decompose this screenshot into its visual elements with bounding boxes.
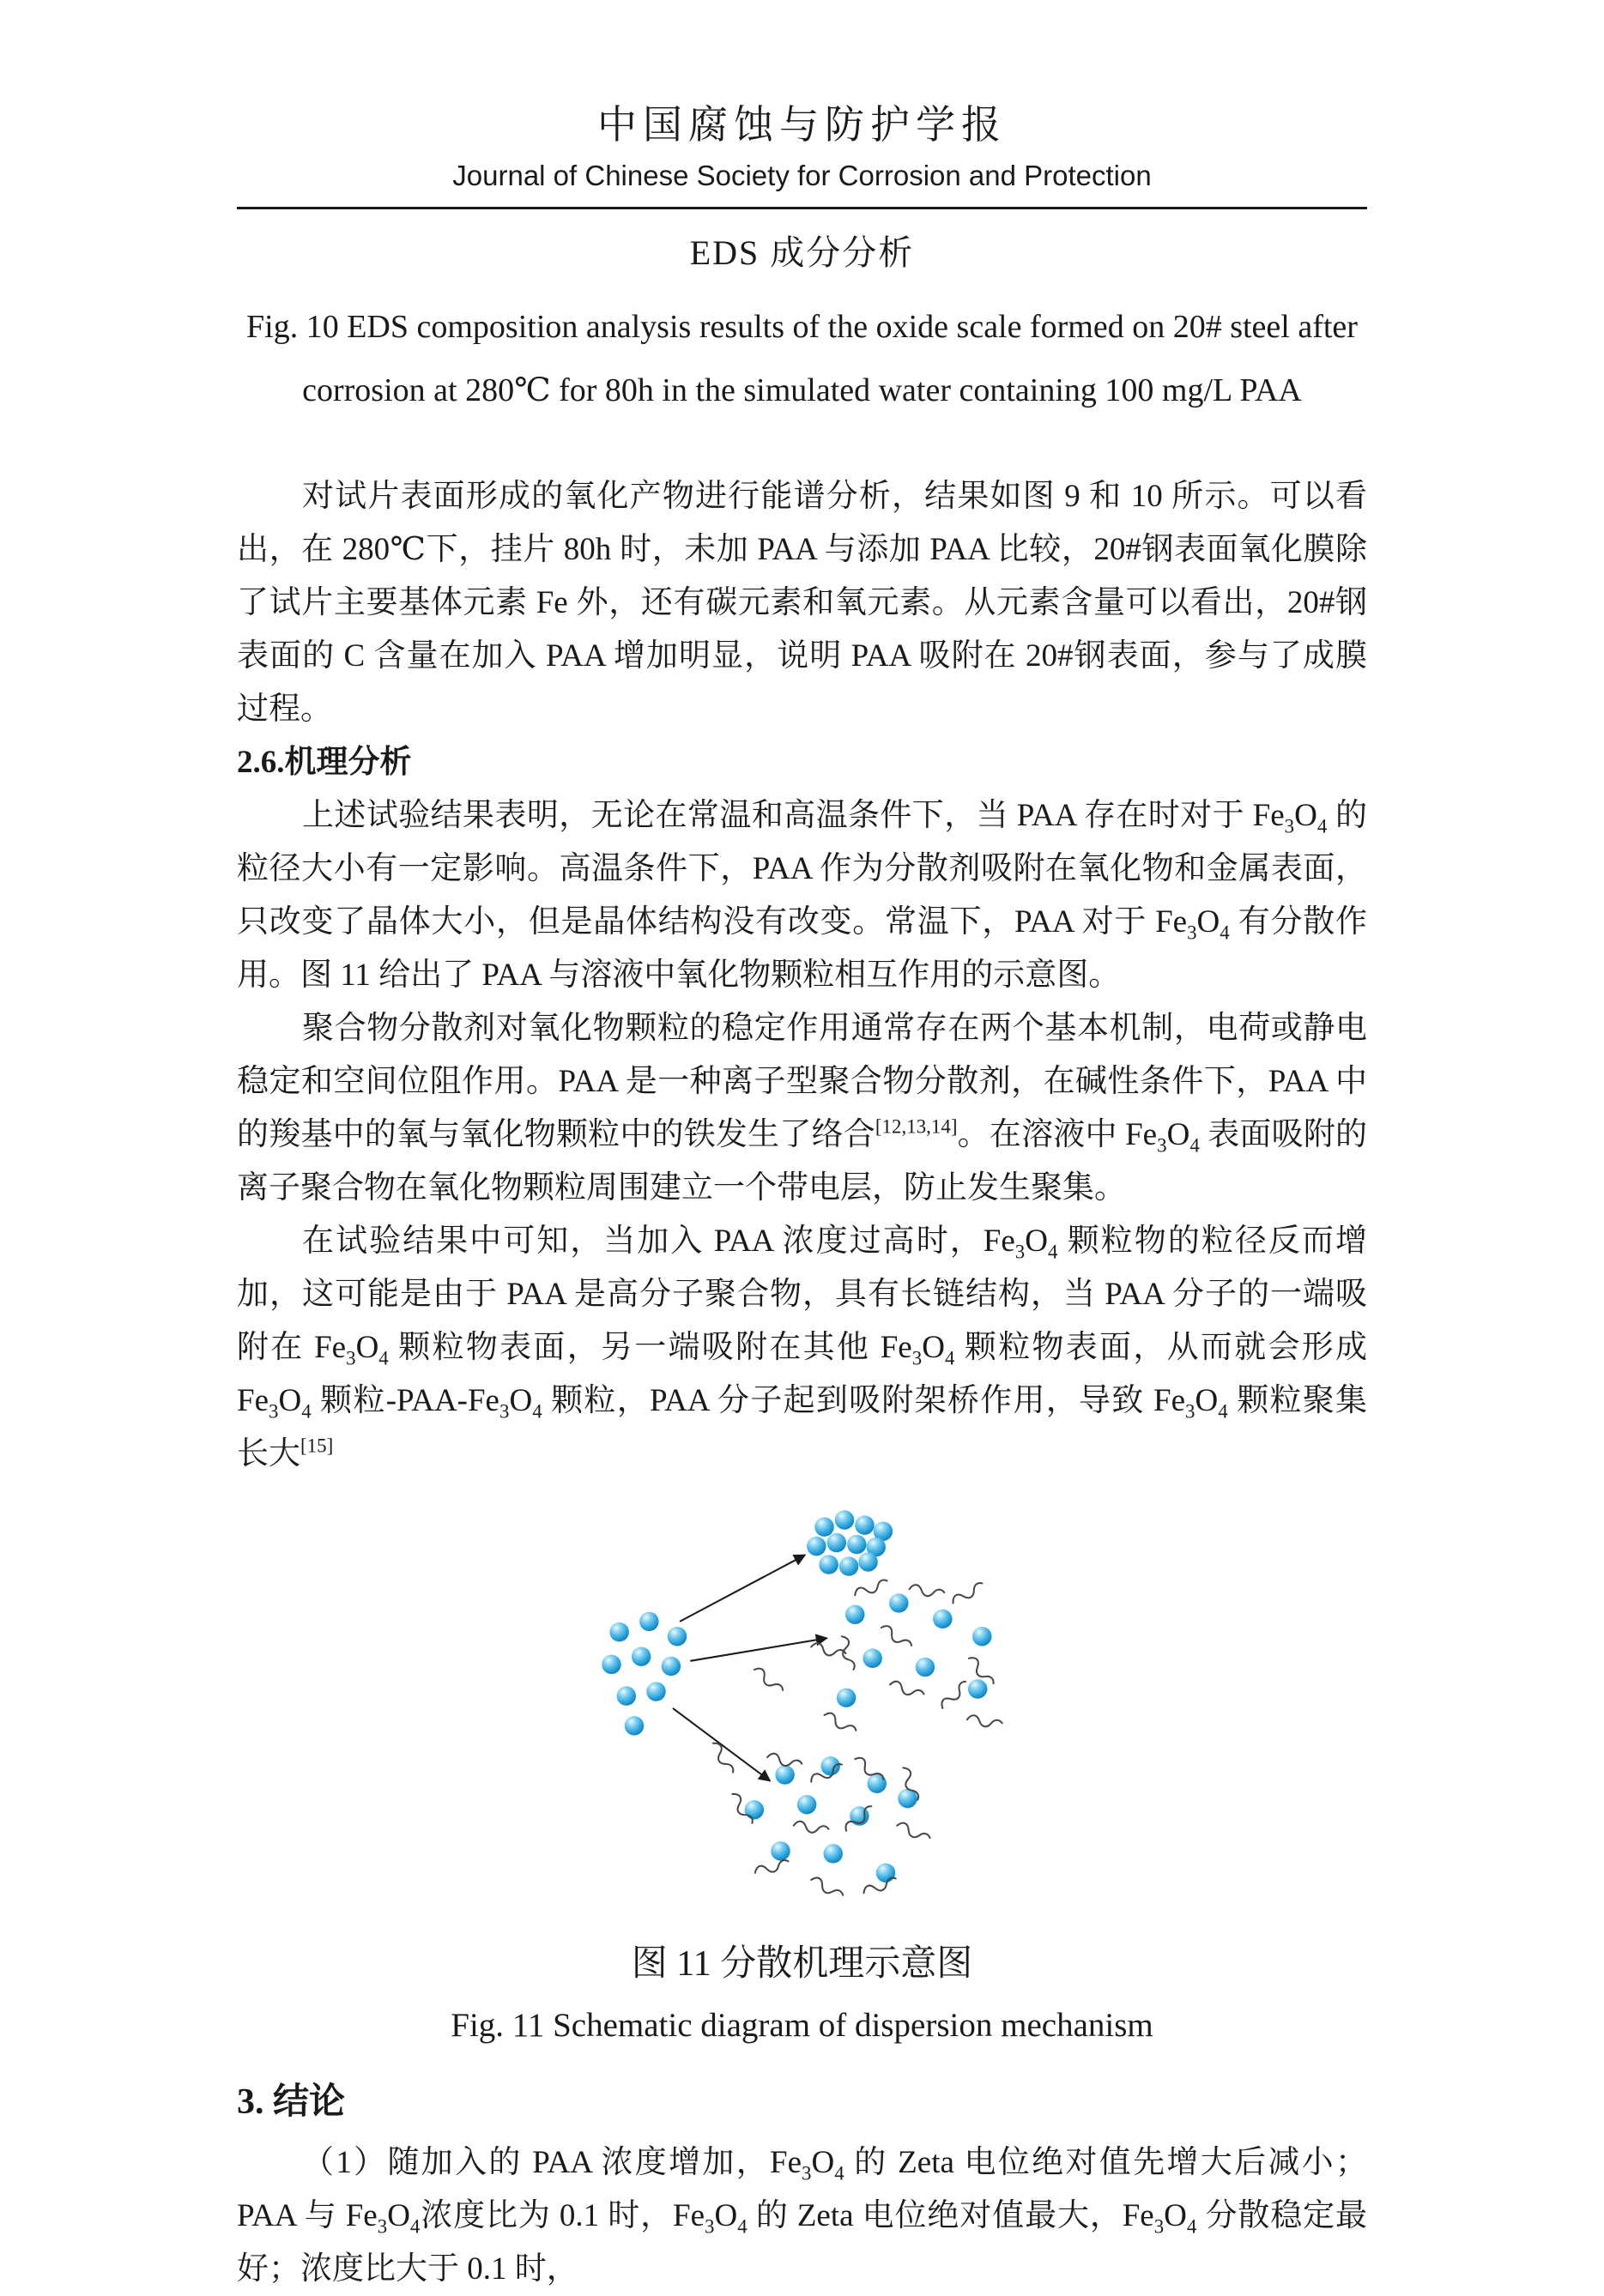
paragraph-mechanism-1: 上述试验结果表明，无论在常温和高温条件下，当 PAA 存在时对于 $Fe_3O_4$ 的粒径大小有一定影响。高温条件下，PAA 作为分散剂吸附在氧化物和金属表面，只改变了晶体大小，但是晶体结构没有改变。常温下，PAA 对于 $Fe_3O_4$ 有分散作用。图 11 给出了 PAA 与溶液中氧化物颗粒相互作用的示意图。 bbox=[237, 797, 1367, 993]
body-text bbox=[237, 470, 1367, 1481]
polymer-chain bbox=[966, 1714, 1002, 1730]
polymer-chain bbox=[879, 1623, 913, 1651]
journal-header bbox=[237, 101, 1367, 209]
particle bbox=[823, 1844, 842, 1863]
particle bbox=[661, 1656, 680, 1675]
fig10-caption-line2: corrosion at 280℃ for 80h in the simulated water containing 100 mg/L PAA bbox=[302, 372, 1302, 408]
particle bbox=[845, 1604, 864, 1623]
polymer-chain bbox=[853, 1578, 889, 1598]
particle bbox=[838, 1556, 857, 1575]
particle bbox=[616, 1686, 635, 1705]
particle bbox=[602, 1654, 620, 1673]
particle bbox=[855, 1515, 874, 1534]
polymer-chain bbox=[950, 1580, 985, 1606]
particle bbox=[972, 1627, 991, 1646]
particle bbox=[639, 1611, 658, 1630]
paragraph-eds-analysis: 对试片表面形成的氧化产物进行能谱分析，结果如图 9 和 10 所示。可以看出，在 280℃下，挂片 80h 时，未加 PAA 与添加 PAA 比较，20#钢表面氧化膜除了试片主要基体元素 Fe 外，还有碳元素和氧元素。从元素含量可以看出，20#钢表面的 C 含量在加入 PAA 增加明显，说明 PAA 吸附在 20#钢表面，参与了成膜过程。 bbox=[237, 478, 1367, 727]
particle bbox=[915, 1658, 934, 1677]
polymer-chain bbox=[895, 1821, 930, 1844]
fig10-section-title: EDS 成分分析 bbox=[689, 233, 915, 272]
particle bbox=[875, 1863, 894, 1882]
particle bbox=[807, 1537, 826, 1556]
polymer-chain bbox=[838, 1634, 856, 1671]
polymer-chain bbox=[810, 1641, 846, 1659]
paragraph-mechanism-3: 在试验结果中可知，当加入 PAA 浓度过高时，$Fe_3O_4$ 颗粒物的粒径反而增加，这可能是由于 PAA 是高分子聚合物，具有长链结构，当 PAA 分子的一端吸附在 $Fe_3O_4$ 颗粒物表面，另一端吸附在其他 $Fe_3O_4$ 颗粒物表面，从而就会形成 $Fe_3O_4$ 颗粒$-PAA-Fe_3O_4$ 颗粒，PAA 分子起到吸附架桥作用，导致 $Fe_3O_4$ 颗粒聚集长大[15] bbox=[237, 1223, 1368, 1471]
particle bbox=[826, 1533, 845, 1552]
heading-conclusion: 3. 结论 bbox=[237, 2082, 346, 2123]
particle bbox=[858, 1552, 877, 1571]
polymer-chain bbox=[793, 1820, 829, 1835]
polymer-chain bbox=[888, 1679, 924, 1700]
dispersed-particles-with-polymer bbox=[752, 1578, 1002, 1736]
particle bbox=[889, 1593, 908, 1612]
particle bbox=[847, 1535, 866, 1554]
aggregated-particle-cluster bbox=[807, 1510, 893, 1576]
particle bbox=[814, 1517, 833, 1536]
particle bbox=[646, 1682, 665, 1701]
particle bbox=[819, 1555, 838, 1574]
dispersion-mechanism-diagram bbox=[592, 1505, 1013, 1917]
particle bbox=[863, 1648, 881, 1667]
arrow-to-bridging bbox=[672, 1708, 769, 1781]
particle bbox=[820, 1756, 839, 1775]
initial-particle-cluster bbox=[602, 1611, 687, 1735]
journal-title-en: Journal of Chinese Society for Corrosion and Protection bbox=[452, 160, 1152, 192]
particle bbox=[667, 1627, 686, 1646]
particle bbox=[771, 1841, 790, 1860]
fig11-caption-en: Fig. 11 Schematic diagram of dispersion mechanism bbox=[451, 2007, 1153, 2045]
fig11-caption-zh: 图 11 分散机理示意图 bbox=[631, 1943, 973, 1984]
polymer-chain bbox=[822, 1710, 857, 1736]
arrow-to-aggregation bbox=[680, 1555, 805, 1622]
particle bbox=[631, 1646, 650, 1665]
paragraph-mechanism-2: 聚合物分散剂对氧化物颗粒的稳定作用通常存在两个基本机制，电荷或静电稳定和空间位阻作用。PAA 是一种离子型聚合物分散剂，在碱性条件下，PAA 中的羧基中的氧与氧化物颗粒中的铁发生了络合[12,13,14]。在溶液中 $Fe_3O_4$ 表面吸附的离子聚合物在氧化物颗粒周围建立一个带电层，防止发生聚集。 bbox=[237, 1010, 1368, 1205]
particle bbox=[967, 1679, 986, 1698]
particle bbox=[624, 1716, 643, 1735]
fig10-caption bbox=[237, 295, 1367, 422]
particle bbox=[836, 1688, 855, 1707]
bridged-particles-with-polymer bbox=[710, 1740, 931, 1900]
heading-mechanism-analysis: 2.6.机理分析 bbox=[237, 744, 412, 780]
paragraph-conclusion-1: （1）随加入的 PAA 浓度增加，$Fe_3O_4$ 的 Zeta 电位绝对值先增大后减小；PAA 与 $Fe_3O_4$浓度比为 0.1 时，$Fe_3O_4$ 的 Zeta 电位绝对值最大，$Fe_3O_4$ 分散稳定最好；浓度比大于 0.1 时， bbox=[237, 2144, 1368, 2287]
particle bbox=[744, 1800, 763, 1819]
polymer-chain bbox=[938, 1679, 969, 1710]
particle bbox=[775, 1765, 794, 1784]
polymer-chain bbox=[809, 1875, 844, 1900]
particle bbox=[933, 1609, 952, 1628]
fig10-caption-line1: Fig. 10 EDS composition analysis results of the oxide scale formed on 20# steel after bbox=[246, 308, 1358, 345]
process-arrows bbox=[672, 1555, 826, 1780]
journal-title-zh: 中国腐蚀与防护学报 bbox=[597, 103, 1007, 147]
particle bbox=[834, 1510, 853, 1529]
polymer-chain bbox=[754, 1858, 790, 1876]
arrow-to-dispersion bbox=[690, 1638, 826, 1661]
header-divider bbox=[237, 207, 1367, 209]
particle bbox=[609, 1622, 628, 1641]
polymer-chain bbox=[752, 1665, 784, 1695]
figure-11 bbox=[237, 1505, 1367, 2048]
particle bbox=[796, 1795, 815, 1814]
polymer-chain bbox=[908, 1584, 944, 1599]
